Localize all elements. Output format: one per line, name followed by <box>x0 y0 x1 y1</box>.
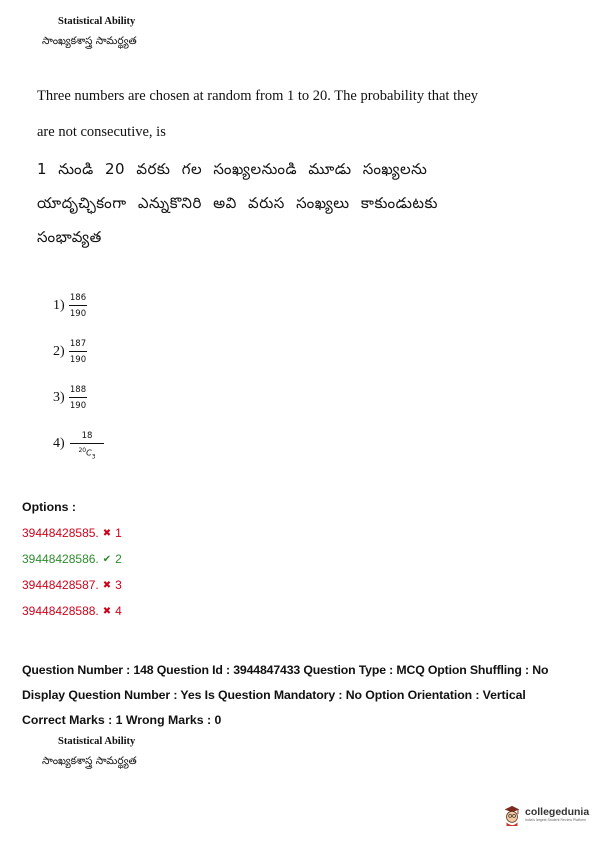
section-title-en: Statistical Ability <box>58 736 136 747</box>
options-heading: Options : <box>22 500 76 514</box>
option-row <box>22 526 122 540</box>
choice-number: 4) <box>53 436 65 451</box>
choice-fraction <box>69 339 87 365</box>
section-title-en: Statistical Ability <box>58 16 136 27</box>
question-text-te-line2: యాదృచ్ఛికంగా ఎన్నుకొనిరి అవి వరుస సంఖ్యలు కాకుండుటకు <box>37 194 438 212</box>
fraction-denominator <box>78 447 95 460</box>
fraction-bar <box>69 351 87 352</box>
question-text-en-line1: Three numbers are chosen at random from 1 to 20. The probability that they <box>37 88 479 104</box>
choice-fraction <box>69 293 87 319</box>
option-label: 4 <box>115 604 122 618</box>
fraction-bar <box>70 443 104 444</box>
choice-number: 3) <box>53 390 65 405</box>
fraction-denominator: 190 <box>69 309 87 319</box>
question-meta-line3: Correct Marks : 1 Wrong Marks : 0 <box>22 713 222 727</box>
option-id: 39448428585. <box>22 526 99 540</box>
option-row <box>22 578 122 592</box>
option-label: 3 <box>115 578 122 592</box>
cross-icon: ✖ <box>102 527 112 539</box>
combination-symbol: C <box>86 448 92 458</box>
cross-icon: ✖ <box>102 605 112 617</box>
student-mascot-icon <box>502 804 522 826</box>
option-label: 1 <box>115 526 122 540</box>
choice-fraction <box>70 431 104 460</box>
option-row <box>22 604 122 618</box>
question-text-te-line3: సంభావ్యత <box>37 228 102 246</box>
brand-logo <box>502 804 589 826</box>
check-icon: ✔ <box>102 553 112 565</box>
question-text-te-line1: 1 నుండి 20 వరకు గల సంఖ్యలనుండి మూడు సంఖ్యలను <box>37 160 428 178</box>
choice-number: 1) <box>53 298 65 313</box>
option-row <box>22 552 122 566</box>
option-id: 39448428588. <box>22 604 99 618</box>
option-label: 2 <box>115 552 122 566</box>
combination-superscript: 20 <box>78 447 87 454</box>
fraction-numerator: 188 <box>69 385 87 395</box>
brand-tagline: India's largest Student Review Platform <box>525 818 586 822</box>
question-meta-line2: Display Question Number : Yes Is Question Mandatory : No Option Orientation : Vertical <box>22 688 526 702</box>
section-title-te: సాంఖ్యకశాస్త్ర సామర్థ్యత <box>42 755 137 767</box>
fraction-bar <box>69 397 87 398</box>
fraction-bar <box>69 305 87 306</box>
question-meta-line1: Question Number : 148 Question Id : 3944847433 Question Type : MCQ Option Shuffling : No <box>22 663 549 677</box>
brand-name: collegedunia <box>525 806 590 818</box>
choice-fraction <box>69 385 87 411</box>
choice-number: 2) <box>53 344 65 359</box>
fraction-numerator: 18 <box>81 431 93 441</box>
fraction-denominator: 190 <box>69 401 87 411</box>
section-title-te: సాంఖ్యకశాస్త్ర సామర్థ్యత <box>42 35 137 47</box>
option-id: 39448428586. <box>22 552 99 566</box>
fraction-numerator: 187 <box>69 339 87 349</box>
fraction-numerator: 186 <box>69 293 87 303</box>
option-id: 39448428587. <box>22 578 99 592</box>
cross-icon: ✖ <box>102 579 112 591</box>
fraction-denominator: 190 <box>69 355 87 365</box>
combination-subscript: 3 <box>91 453 96 461</box>
question-text-en-line2: are not consecutive, is <box>37 124 166 140</box>
